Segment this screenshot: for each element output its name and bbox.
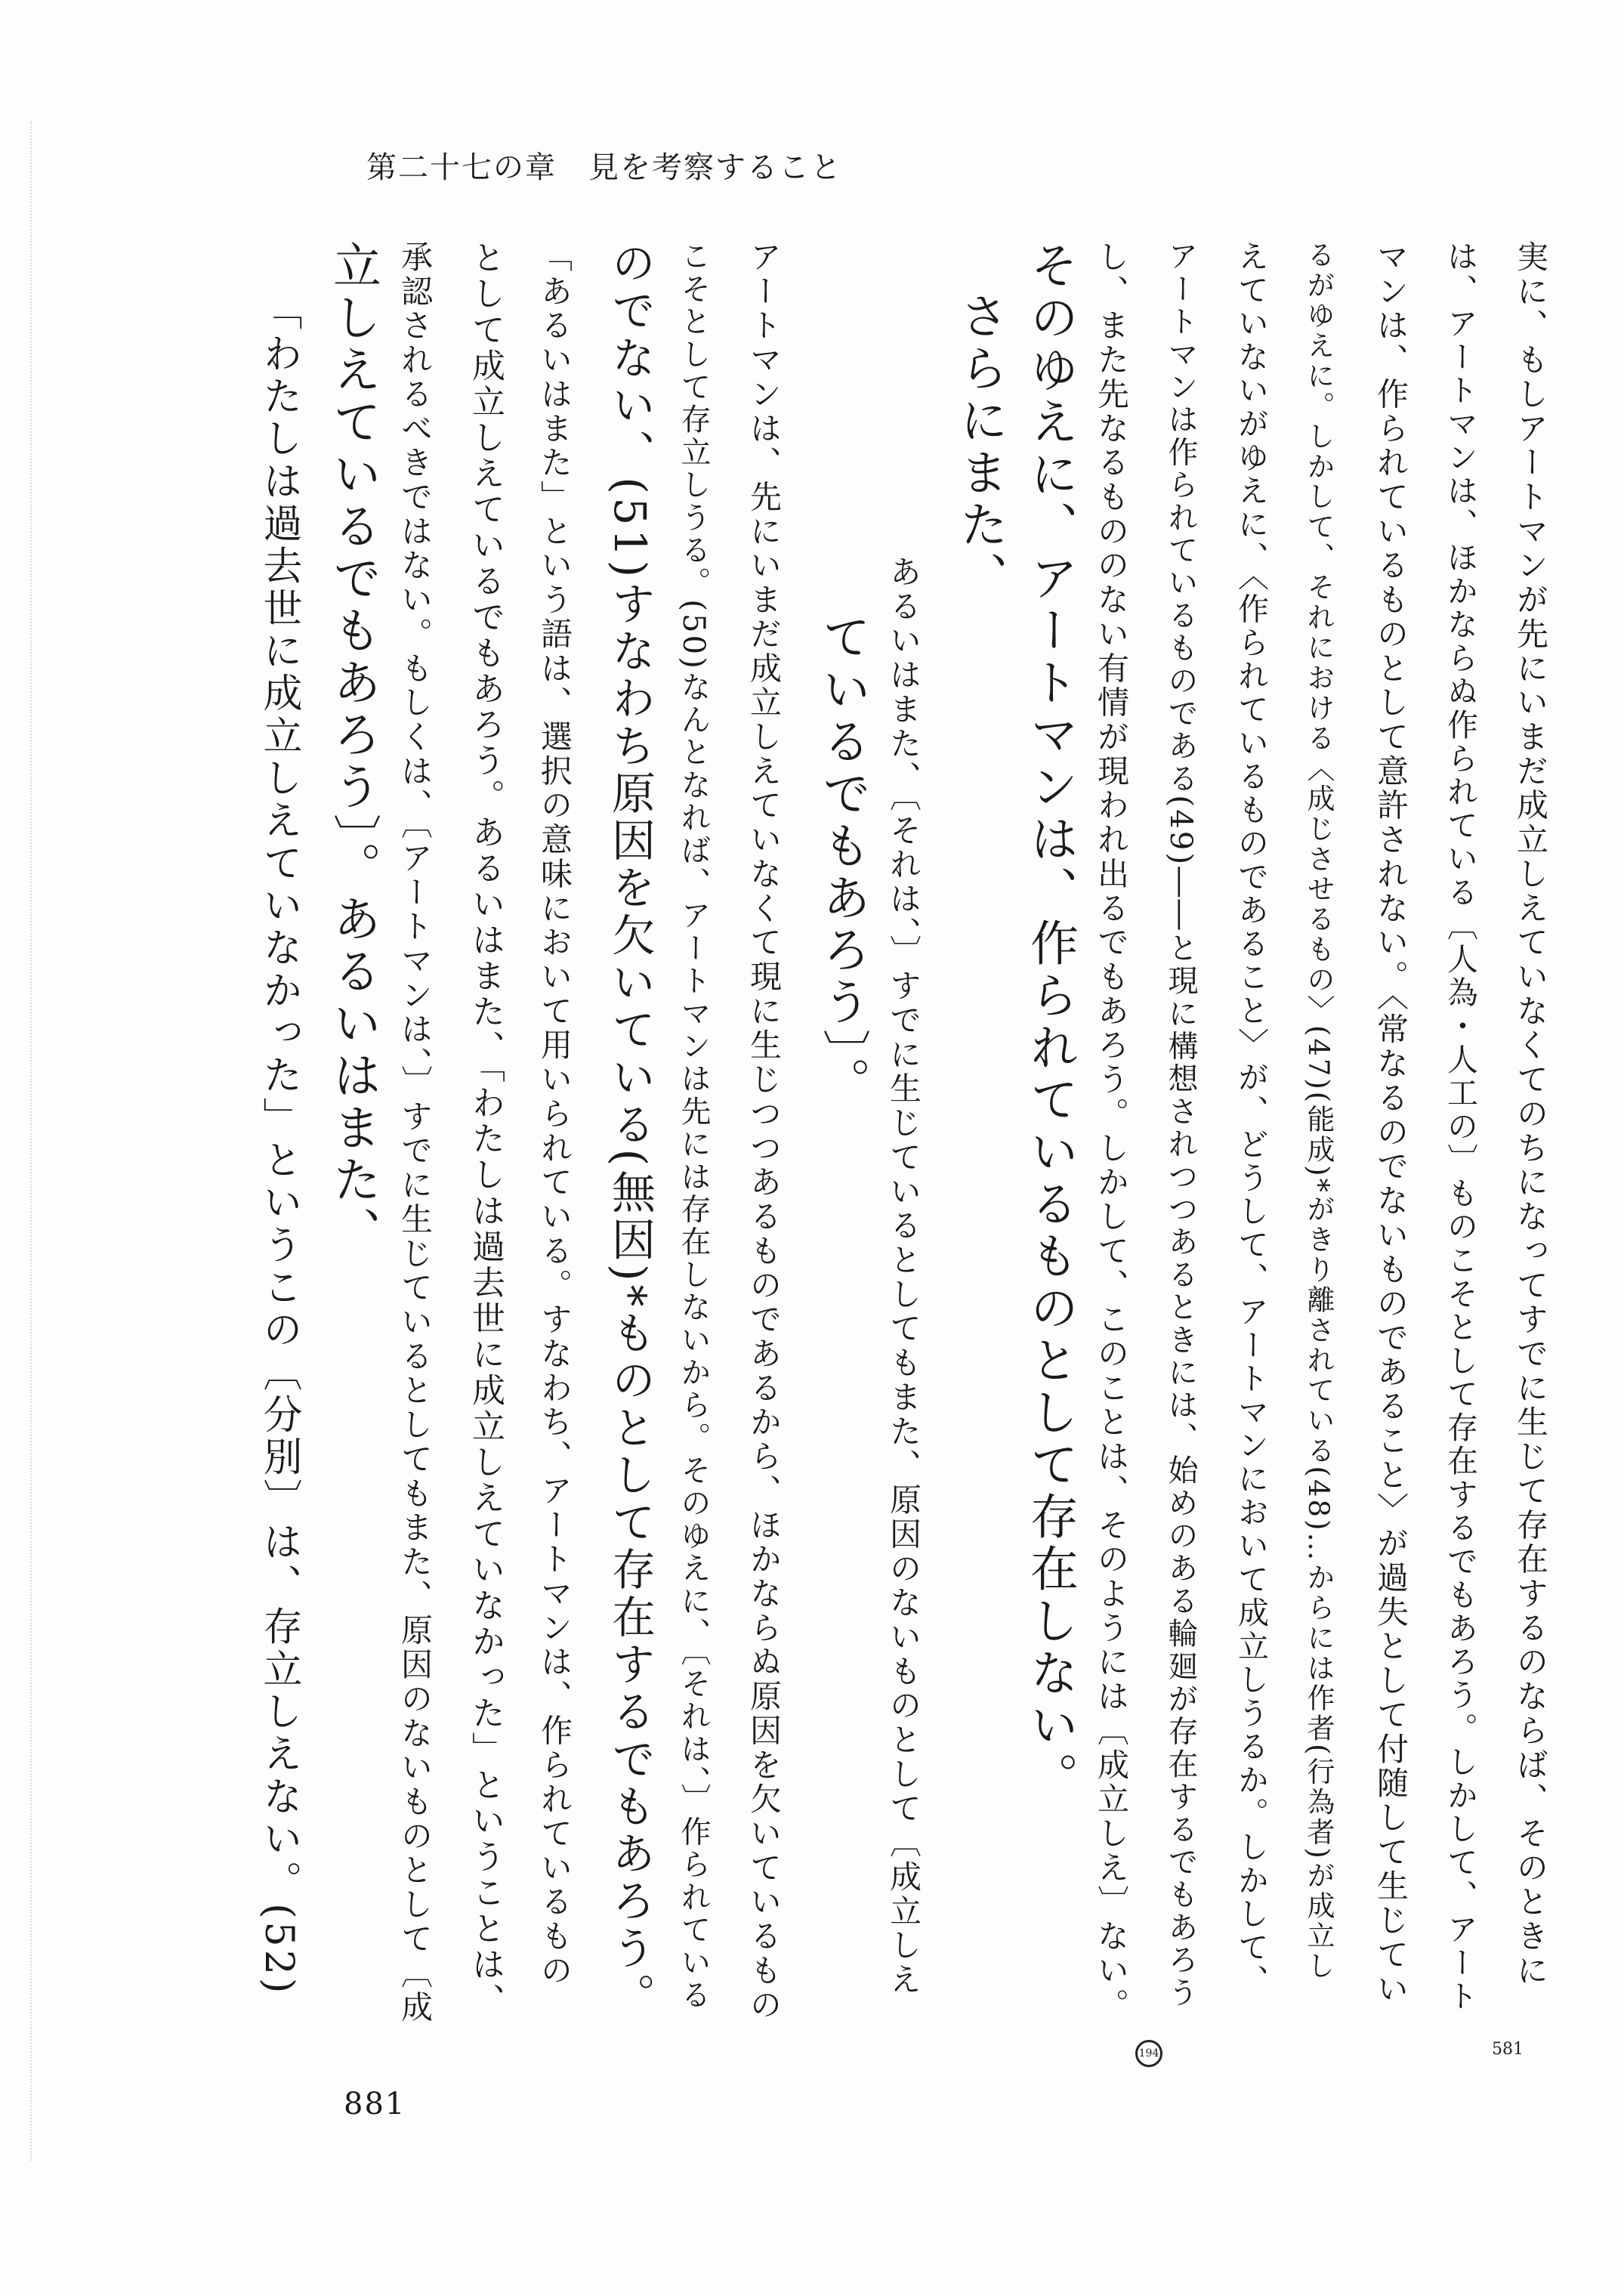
text-column: 立しえているでもあろう〕。あるいはまた、	[325, 240, 381, 1259]
text-column: 承認されるべきではない。もしくは、〔アートマンは、〕すでに生じているとしてもまた、原因のないものとして〔成	[397, 240, 434, 2026]
text-column: えていないがゆえに、〈作られているものであること〉が、どうして、アートマンにおいて成立しうるか。しかして、	[1233, 240, 1269, 1998]
text-column: 「あるいはまた」という語は、選択の意味において用いられている。すなわち、アートマンは、作られているもの	[536, 240, 573, 1989]
text-column: ているでもあろう〕。	[814, 612, 870, 1109]
page-number: 881	[344, 2087, 406, 2121]
text-column: のでない、(51)すなわち原因を欠いている(無因)*ものとして存在するでもあろう。	[604, 240, 656, 2020]
text-column: 「わたしは過去世に成立しえていなかった」というこの〔分別〕は、存立しえない。(52)	[256, 291, 301, 1997]
text-column: マンは、作られているものとして意許されない。〈常なるのでないものであること〉が過失として付随して生じてい	[1372, 240, 1409, 2007]
text-column: さらにまた、	[952, 291, 1008, 604]
text-column: アートマンは作られているものである(49)――と現に構想されつつあるときには、始めのある輪廻が存在するでもあろう	[1163, 240, 1198, 2010]
text-column: あるいはまた、〔それは、〕すでに生じているとしてもまた、原因のないものとして〔成立しえ	[885, 555, 922, 1998]
text-column: は、アートマンは、ほかならぬ作られている〔人為・人工の〕ものこそとして存在するでもあろう。しかして、アート	[1442, 240, 1478, 2013]
text-column: アートマンは、先にいまだ成立しえていなくて現に生じつつあるものであるから、ほかならぬ原因を欠いているもの	[746, 240, 783, 2023]
running-title: 第二十七の章 見を考察すること	[366, 150, 842, 185]
scan-edge	[30, 121, 122, 2161]
text-column: として成立しえているでもあろう。あるいはまた、「わたしは過去世に成立しえていなかった」ということは、	[466, 240, 505, 2019]
text-column: そのゆえに、アートマンは、作られているものとして存在しない。	[1022, 240, 1078, 1804]
margin-circle-mark: 194	[1135, 2040, 1162, 2067]
text-column: るがゆえに。しかして、それにおける〈成じさせるもの〉(47)(能成)*がきり離されている(48)…からには作者(行為者)が成立し	[1302, 240, 1335, 1982]
text-column: 実に、もしアートマンが先にいまだ成立しえていなくてのちになってすでに生じて存在するのならば、そのときに	[1512, 240, 1549, 1989]
text-column: し、また先なるもののない有情が現われ出るでもあろう。しかして、このことは、そのようには〔成立しえ〕ない。	[1093, 240, 1130, 2023]
margin-number: 581	[1492, 2040, 1524, 2059]
text-column: こそとして存立しうる。(50)なんとなれば、アートマンは先には存在しないから。そのゆえに、〔それは、〕作られている	[676, 240, 711, 2012]
